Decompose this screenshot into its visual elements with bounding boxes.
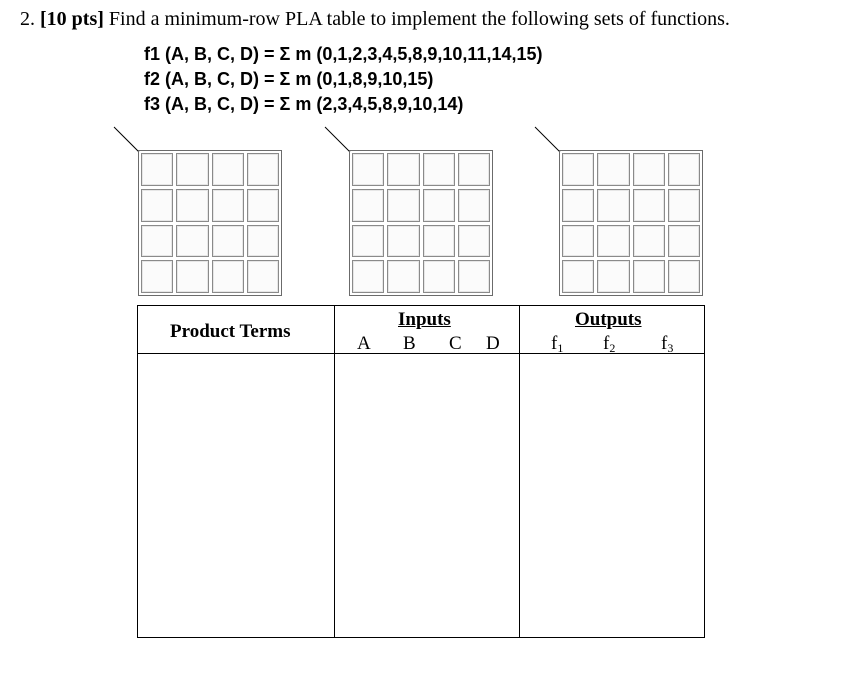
kmap-cell[interactable] bbox=[668, 225, 700, 258]
kmap-cell[interactable] bbox=[562, 225, 594, 258]
kmap-f1 bbox=[138, 150, 282, 296]
question-points: [10 pts] bbox=[40, 8, 104, 30]
kmap-cell[interactable] bbox=[668, 153, 700, 186]
kmap-cell[interactable] bbox=[633, 153, 665, 186]
function-f1: f1 (A, B, C, D) = Σ m (0,1,2,3,4,5,8,9,10,11,14,15) bbox=[144, 44, 543, 64]
pla-table bbox=[137, 305, 705, 638]
kmap-cell[interactable] bbox=[423, 189, 455, 222]
kmap-cell[interactable] bbox=[212, 260, 244, 293]
kmap-cell[interactable] bbox=[597, 189, 629, 222]
kmap-cell[interactable] bbox=[212, 225, 244, 258]
kmap-cell[interactable] bbox=[387, 260, 419, 293]
output-label-f1: $f_1$ bbox=[551, 333, 564, 355]
kmap-cell[interactable] bbox=[562, 260, 594, 293]
kmap-f1-grid bbox=[138, 150, 282, 296]
kmap-f2 bbox=[349, 150, 493, 296]
kmap-cell[interactable] bbox=[423, 260, 455, 293]
kmap-cell[interactable] bbox=[668, 260, 700, 293]
kmap-cell[interactable] bbox=[176, 260, 208, 293]
kmap-cell[interactable] bbox=[633, 225, 665, 258]
kmap-cell[interactable] bbox=[387, 225, 419, 258]
product-terms-header: Product Terms bbox=[170, 321, 291, 342]
kmap-cell[interactable] bbox=[423, 153, 455, 186]
question-body: Find a minimum-row PLA table to implement the following sets of functions. bbox=[108, 8, 730, 30]
kmap-cell[interactable] bbox=[352, 189, 384, 222]
input-label-d: D bbox=[486, 333, 500, 354]
question-number: 2. bbox=[20, 8, 35, 30]
kmap-f3 bbox=[559, 150, 703, 296]
product-terms-column[interactable] bbox=[138, 354, 334, 637]
kmap-cell[interactable] bbox=[597, 260, 629, 293]
kmap-cell[interactable] bbox=[423, 225, 455, 258]
kmap-cell[interactable] bbox=[212, 153, 244, 186]
input-label-c: C bbox=[449, 333, 462, 354]
input-label-a: A bbox=[357, 333, 371, 354]
kmap-cell[interactable] bbox=[668, 189, 700, 222]
kmap-cell[interactable] bbox=[141, 260, 173, 293]
kmap-cell[interactable] bbox=[352, 260, 384, 293]
outputs-header: Outputs bbox=[575, 309, 642, 330]
output-label-f3: $f_3$ bbox=[661, 333, 674, 355]
kmap-f2-grid bbox=[349, 150, 493, 296]
function-f3: f3 (A, B, C, D) = Σ m (2,3,4,5,8,9,10,14) bbox=[144, 94, 464, 114]
kmap-cell[interactable] bbox=[562, 189, 594, 222]
function-f2: f2 (A, B, C, D) = Σ m (0,1,8,9,10,15) bbox=[144, 69, 434, 89]
kmap-cell[interactable] bbox=[247, 189, 279, 222]
function-list bbox=[144, 42, 543, 117]
inputs-column[interactable] bbox=[335, 354, 519, 637]
kmap-cell[interactable] bbox=[352, 153, 384, 186]
kmap-cell[interactable] bbox=[352, 225, 384, 258]
kmap-cell[interactable] bbox=[141, 189, 173, 222]
kmap-cell[interactable] bbox=[176, 225, 208, 258]
kmap-cell[interactable] bbox=[633, 260, 665, 293]
kmap-cell[interactable] bbox=[247, 225, 279, 258]
kmap-cell[interactable] bbox=[458, 153, 490, 186]
kmap-cell[interactable] bbox=[387, 153, 419, 186]
question-text bbox=[20, 8, 730, 31]
kmap-cell[interactable] bbox=[633, 189, 665, 222]
inputs-header: Inputs bbox=[398, 309, 451, 330]
kmap-f3-grid bbox=[559, 150, 703, 296]
kmap-cell[interactable] bbox=[597, 153, 629, 186]
kmap-cell[interactable] bbox=[562, 153, 594, 186]
kmap-cell[interactable] bbox=[141, 153, 173, 186]
output-label-f2: $f_2$ bbox=[603, 333, 616, 355]
kmap-cell[interactable] bbox=[458, 189, 490, 222]
input-label-b: B bbox=[403, 333, 416, 354]
kmap-cell[interactable] bbox=[387, 189, 419, 222]
kmap-cell[interactable] bbox=[212, 189, 244, 222]
kmap-cell[interactable] bbox=[597, 225, 629, 258]
kmap-cell[interactable] bbox=[247, 153, 279, 186]
kmap-cell[interactable] bbox=[458, 260, 490, 293]
kmap-cell[interactable] bbox=[247, 260, 279, 293]
kmap-cell[interactable] bbox=[141, 225, 173, 258]
outputs-column[interactable] bbox=[520, 354, 704, 637]
kmap-cell[interactable] bbox=[458, 225, 490, 258]
kmap-cell[interactable] bbox=[176, 189, 208, 222]
kmap-cell[interactable] bbox=[176, 153, 208, 186]
